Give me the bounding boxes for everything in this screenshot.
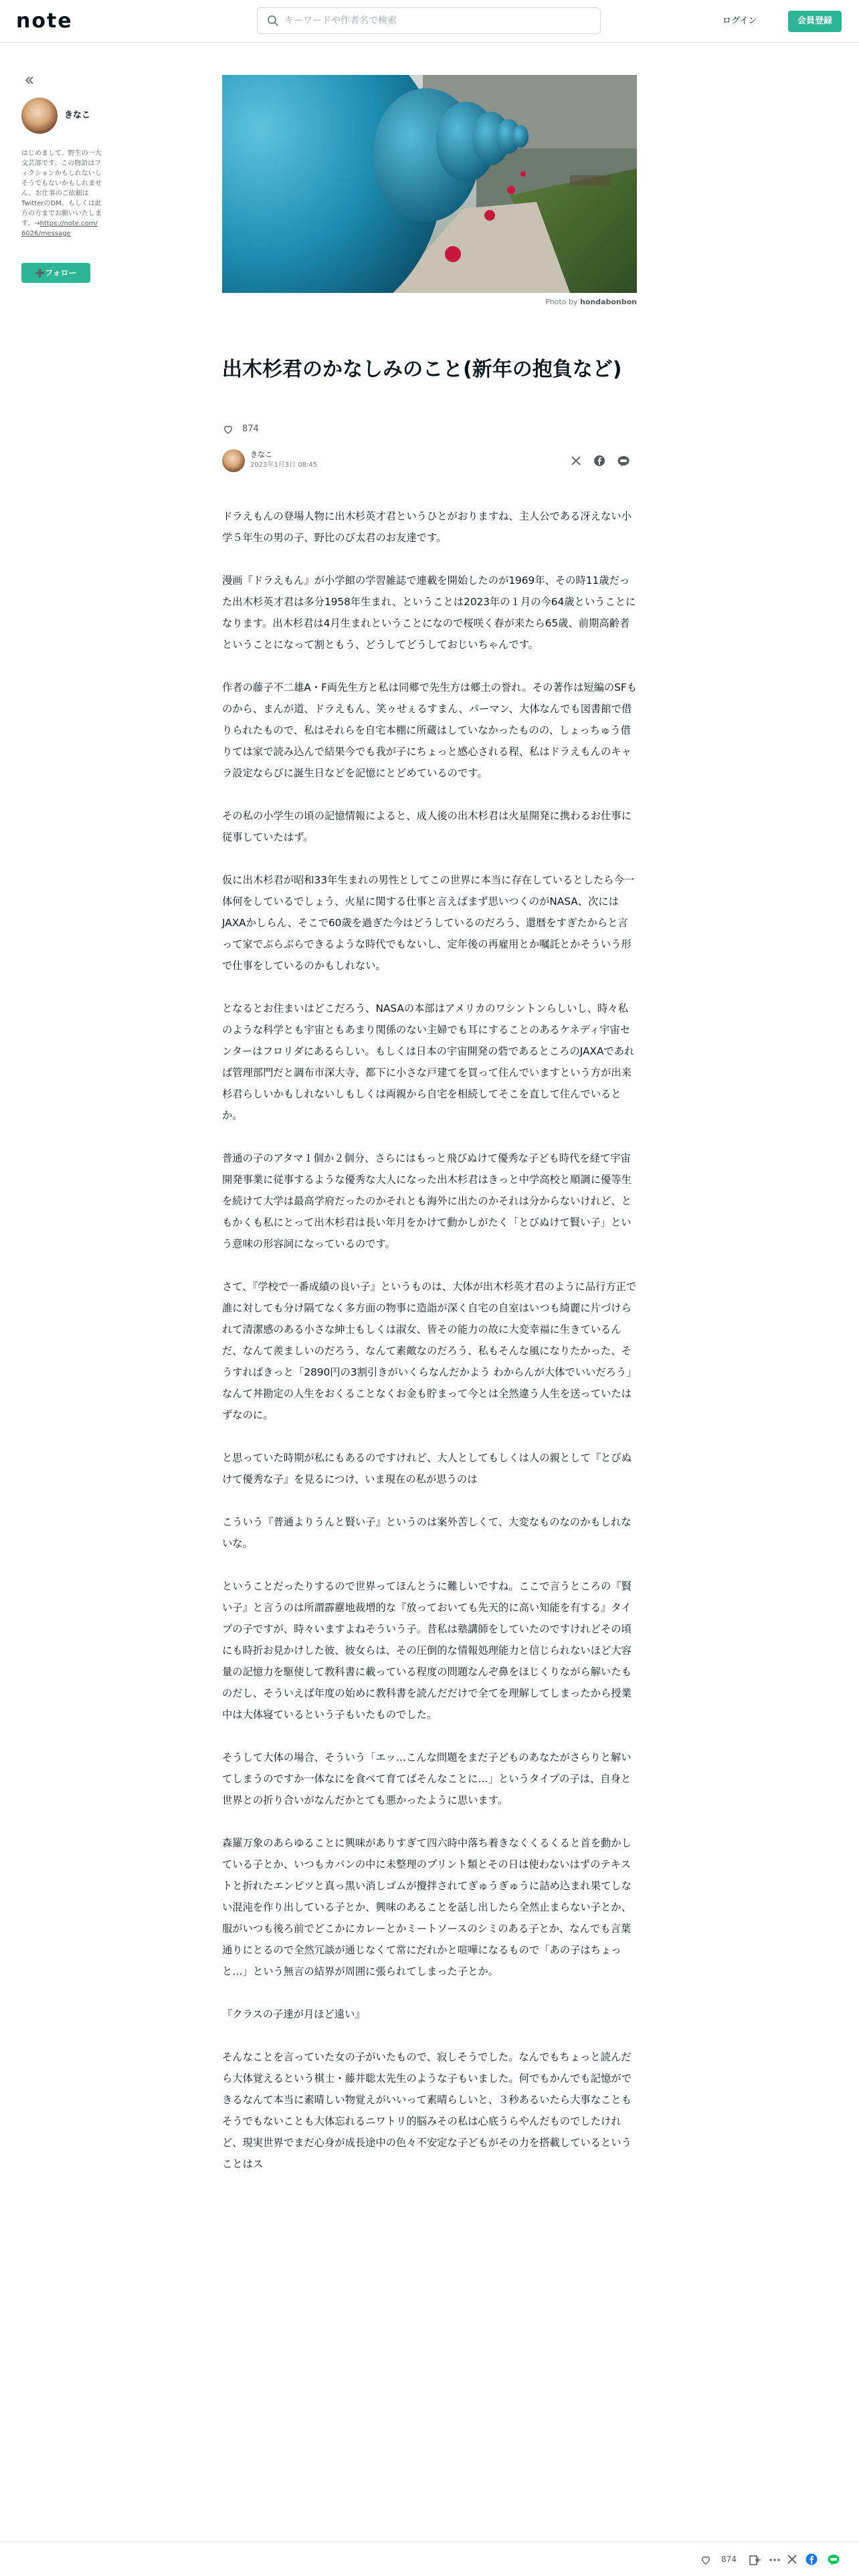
paragraph: 作者の藤子不二雄A・F両先生方と私は同郷で先生方は郷土の誉れ。その著作は短編のSFものから、まんが道、ドラえもん、笑ゥせぇるすまん、パーマン、大体なんでも図書館で借りられたもので、私はそれらを自宅本棚に所蔵はしていなかったものの、しょっちゅう借りては家で読み込んで結果今でも我が子にちょっと感心される程、私はドラえもんのキャラ設定ならびに誕生日などを記憶にとどめているのです。	[222, 681, 637, 779]
search-input[interactable]	[284, 8, 592, 33]
sidebar-author-avatar[interactable]	[21, 98, 58, 134]
like-count[interactable]: 874	[242, 424, 259, 434]
photo-credit-prefix: Photo by	[545, 298, 578, 306]
paragraph: その私の小学生の頃の記憶情報によると、成人後の出木杉君は火星開発に携わるお仕事に従事していたはず。	[222, 810, 632, 843]
facebook-share-icon[interactable]	[805, 2553, 818, 2565]
paragraph: ドラえもんの登場人物に出木杉英才君というひとがおりますね、主人公である冴えない小学５年生の男の子、野比のび太君のお友達です。	[222, 510, 632, 544]
search-box[interactable]	[257, 7, 601, 34]
sidebar-bio-link[interactable]: https://note.com/6026/message	[21, 220, 98, 237]
magazine-add-icon[interactable]	[748, 2553, 761, 2567]
sidebar-bio-text: はじめまして、野生の一大文芸部です。この物語はフィクションかもしれないしそうでもないかもしれません。お仕事のご依頼はTwitterのDM、もしくは此方の方までお願いいたします。→	[21, 150, 102, 227]
paragraph: 森羅万象のあらゆることに興味がありすぎて四六時中落ち着きなくくるくると首を動かしている子とか、いつもカバンの中に未整理のプリント類とその日は使わないはずのテキストと折れたエンピツと真っ黒い消しゴムが攪拌されてぎゅうぎゅうに詰め込まれ果てしない混沌を作り出している子とか、興味のあることを話し出したら全然止まらない子とか、服がいつも後ろ前でどこかにカレーとかミートソースのシミのある子とか、なんでも言葉通りにとるので全然冗談が通じなくて常にだれかと喧嘩になるもので「あの子はちょっと…」という無言の結界が周囲に張られてしまった子とか。	[222, 1837, 632, 1977]
hero-image	[222, 75, 637, 293]
photo-credit-name[interactable]: hondabonbon	[579, 298, 637, 306]
line-share-icon[interactable]	[827, 2553, 840, 2567]
heart-icon[interactable]	[222, 423, 234, 435]
paragraph: そうして大体の場合、そういう「エッ…こんな問題をまだ子どものあなたがさらりと解いてしまうのですか一体なにを食べて育てばそんなことに…」というタイプの子は、自身と世界との折り合いがなんだかとても悪かったように思います。	[222, 1751, 632, 1806]
paragraph: ということだったりするので世界ってほんとうに難しいですね。ここで言うところの『賢い子』と言うのは所謂霹靂地裁増的な『放っておいても先天的に高い知能を有する』タイプの子ですが、時々いますよねそういう子。昔私は塾講師をしていたのですけれどその頃にも時折お見かけした彼、彼女らは、その圧倒的な情報処理能力と信じられないほど大容量の記憶力を駆使して教科書に載っている程度の問題なんぞ鼻をほじくりながら解いたものだし、そういえば年度の始めに教科書を読んだだけで全てを理解してしまったから授業中は大体寝ているという子もいたものでした。	[222, 1580, 632, 1721]
paragraph: となるとお住まいはどこだろう、NASAの本部はアメリカのワシントンらしいし、時々私のような科学とも宇宙ともあまり関係のない主婦でも耳にすることのあるケネディ宇宙センターはフロリダにあるらしい。もしくは日本の宇宙開発の砦であるところのJAXAであれば管理部門だと調布市深大寺、都下に小さな戸建てを買って住んでいますという方が出来杉君らしいかもしれないしもしくは両親から自宅を相続してそこを直して住んでいるとか。	[222, 1002, 635, 1121]
paragraph: 『クラスの子達が月ほど遠い』	[222, 2008, 365, 2020]
follow-label: フォロー	[45, 268, 77, 278]
line-share-icon[interactable]	[617, 455, 630, 468]
heart-icon[interactable]	[700, 2554, 712, 2566]
signup-button[interactable]: 会員登録	[788, 11, 842, 32]
paragraph: こういう『普通よりうんと賢い子』というのは案外苦しくて、大変なものなのかもしれないな。	[222, 1516, 632, 1549]
paragraph: と思っていた時期が私にもあるのですけれど、大人としてもしくは人の親として『とびぬけて優秀な子』を見るにつけ、いま現在の私が思うのは	[222, 1452, 632, 1485]
site-header	[0, 0, 859, 43]
author-name[interactable]: きなこ	[250, 450, 272, 459]
paragraph: さて、『学校で一番成績の良い子』というものは、大体が出木杉英才君のように品行方正で誰に対しても分け隔てなく多方面の物事に造詣が深く自宅の自室はいつも綺麗に片づけられて清潔感のある小さな紳士もしくは淑女、皆その能力の故に大変幸福に生きているんだ、なんて羨ましいのだろう、なんて素敵なのだろう、私もそんな風になりたかった、そうすればきっと「2890円の3割引きがいくらなんだかよう わからんが大体でいいだろう」なんて丼勘定の人生をおくることなくお金も貯まって今とは全然違う人生を送っていたはずなのに。	[222, 1281, 637, 1421]
paragraph: そんなことを言っていた女の子がいたもので、寂しそうでした。なんでもちょっと読んだら大体覚えるという棋士・藤井聡太先生のような子もいました。何でもかんでも記憶ができるなんて本当に素晴しい物覚えがいいって素晴らしいと、３秒あるいたら大事なこともそうでもないことも大体忘れるニワトリ的脳みその私は心底うらやんだものでしたけれど、現実世界でまだ心身が成長途中の色々不安定な子どもがその力を搭載しているということはス	[222, 2051, 632, 2170]
photo-credit	[222, 297, 637, 308]
footer-like-count[interactable]: 874	[721, 2555, 737, 2564]
collapse-sidebar-icon[interactable]	[23, 74, 36, 87]
follow-user-icon: ➕	[35, 268, 45, 278]
article-title: 出木杉君のかなしみのこと(新年の抱負など)	[222, 358, 622, 381]
note-logo[interactable]: note	[16, 9, 73, 33]
paragraph: 仮に出木杉君が昭和33年生まれの男性としてこの世界に本当に存在しているとしたら今一体何をしているでしょう、火星に関する仕事と言えばまず思いつくのがNASA、次にはJAXAかしらん、そこで60歳を過ぎた今はどうしているのだろう、還暦をすぎたからと言って家でぶらぶらできるような時代でもないし、定年後の再雇用とか嘱託とかそういう形で仕事をしているのかもしれない。	[222, 874, 635, 972]
facebook-share-icon[interactable]	[593, 455, 605, 467]
follow-button[interactable]	[21, 263, 90, 283]
paragraph: 漫画『ドラえもん』が小学館の学習雑誌で連載を開始したのが1969年、その時11歳だった出木杉英才君は多分1958年生まれ、ということは2023年の１月の今64歳ということになります。出木杉君は4月生まれということになので桜咲く春が来たら65歳、前期高齢者ということになって割ともう、どうしてどうしておじいちゃんです。	[222, 574, 636, 651]
login-button[interactable]: ログイン	[723, 16, 757, 26]
x-share-icon[interactable]	[570, 455, 582, 467]
x-share-icon[interactable]	[787, 2554, 797, 2565]
sidebar-author-bio	[21, 148, 102, 239]
publish-date: 2023年1月3日 08:45	[250, 461, 318, 469]
more-options-icon[interactable]	[768, 2553, 781, 2567]
sidebar-author-name[interactable]: きなこ	[64, 110, 91, 120]
author-avatar[interactable]	[222, 449, 245, 472]
paragraph: 普通の子のアタマ１個か２個分、さらにはもっと飛びぬけて優秀な子ども時代を経て宇宙開発事業に従事するような優秀な大人になった出木杉君はきっと中学高校と順調に優等生を続けて大学は最高学府だったのかそれとも海外に出たのかそれは分からないけれど、ともかくも私にとって出木杉君は長い年月をかけて動かしがたく「とびぬけて賢い子」という意味の形容詞になっているのです。	[222, 1152, 632, 1250]
article-body	[222, 506, 637, 2196]
search-icon	[267, 15, 279, 27]
bottom-action-bar	[0, 2541, 859, 2576]
